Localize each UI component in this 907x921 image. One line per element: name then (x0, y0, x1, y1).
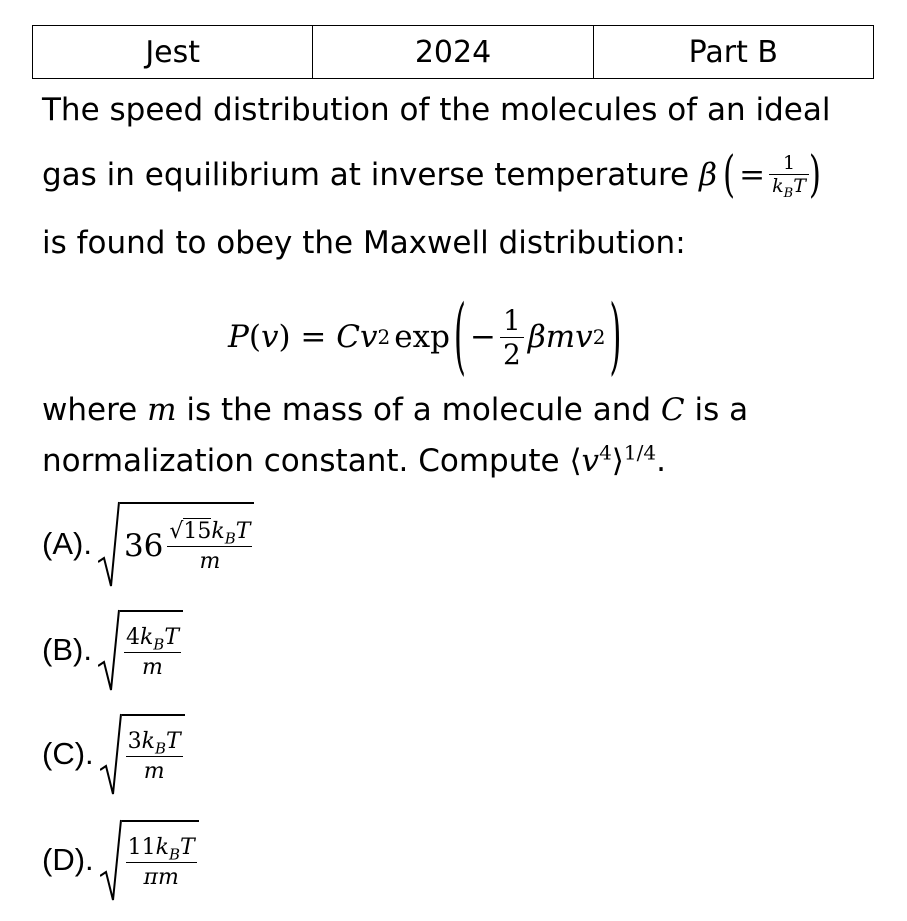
option-b[interactable] (42, 608, 183, 692)
option-b-label: (B). (42, 632, 92, 667)
option-d-label: (D). (42, 842, 94, 877)
question-line-3: is found to obey the Maxwell distribution: (42, 225, 686, 261)
question-line-1: The speed distribution of the molecules of an ideal (42, 92, 831, 128)
question-line-4: where m is the mass of a molecule and C is a (42, 392, 749, 428)
beta-symbol: β (699, 156, 718, 193)
right-paren: ) (808, 145, 822, 204)
option-c-label: (C). (42, 736, 94, 771)
option-a[interactable] (42, 500, 254, 588)
left-paren: ( (723, 145, 736, 204)
option-d-sqrt: $\frac{11k_BT}{\pi m}$ (100, 818, 199, 902)
header-exam: Jest (33, 26, 313, 79)
option-b-sqrt: $\frac{4k_BT}{m}$ (98, 608, 183, 692)
maxwell-formula: P ( v ) = Cv 2 exp ( − $\frac{1}{2}$ βmv 2 ) (228, 288, 622, 386)
header-table (32, 25, 874, 79)
question-line-2-text: gas in equilibrium at inverse temperature (42, 156, 690, 193)
equals-sign: = (739, 156, 766, 193)
header-year: 2024 (313, 26, 593, 79)
question-line-2 (42, 145, 822, 204)
option-a-sqrt: 36 $\frac{√15k_BT}{m}$ (98, 500, 255, 588)
option-d[interactable] (42, 818, 199, 902)
constant-symbol: C (660, 392, 685, 428)
option-c-sqrt: $\frac{3k_BT}{m}$ (100, 712, 185, 796)
option-c[interactable] (42, 712, 185, 796)
header-part: Part B (593, 26, 873, 79)
mass-symbol: m (147, 392, 177, 428)
question-line-5: normalization constant. Compute $⟨v^4⟩^{1/4}$. (42, 440, 666, 479)
beta-fraction: $\frac{1}{k_BT}$ (769, 152, 809, 197)
option-a-label: (A). (42, 526, 92, 561)
